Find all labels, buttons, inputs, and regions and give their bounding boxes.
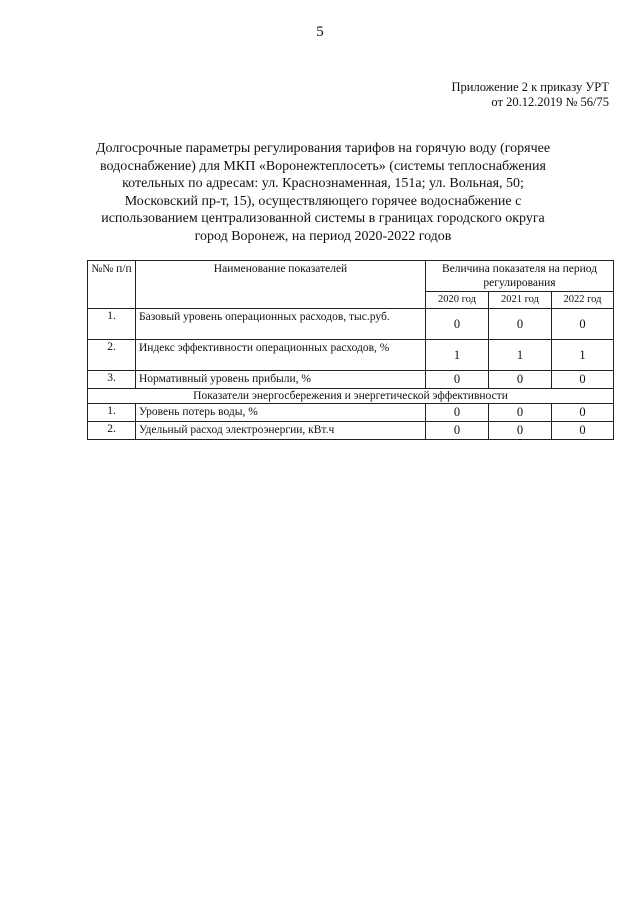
row-value-2021: 0 [489,404,552,422]
table-row [88,309,614,340]
row-value-2020: 0 [426,309,489,340]
header-year-2022: 2022 год [552,292,614,309]
row-value-2022: 0 [552,422,614,440]
table-row [88,371,614,389]
header-value: Величина показателя на период регулирования [426,261,614,292]
row-num: 2. [88,340,136,371]
row-num: 1. [88,309,136,340]
row-value-2020: 0 [426,371,489,389]
row-value-2022: 0 [552,371,614,389]
appendix-reference [452,80,610,110]
table-row [88,404,614,422]
document-title: Долгосрочные параметры регулирования тарифов на горячую воду (горячее водоснабжение) для МКП «Воронежтеплосеть» (системы теплоснабжения котельных по адресам: ул. Краснознаменная, 151а; ул. Вольная, 50; Московский пр-т, 15), осуществляющего горячее водоснабжение с использованием централизованной системы в границах городского округа город Воронеж, на период 2020-2022 годов [95,141,551,244]
table-header-row [88,261,614,292]
row-name: Базовый уровень операционных расходов, тыс.руб. [136,309,426,340]
header-year-2020: 2020 год [426,292,489,309]
appendix-line-1: Приложение 2 к приказу УРТ [451,80,609,94]
row-value-2021: 1 [489,340,552,371]
header-num: №№ п/п [88,261,136,309]
row-name: Нормативный уровень прибыли, % [136,371,426,389]
header-year-2021: 2021 год [489,292,552,309]
row-value-2020: 0 [426,404,489,422]
table-row [88,340,614,371]
row-value-2020: 0 [426,422,489,440]
section-header-row [88,389,614,404]
table-row [88,422,614,440]
parameters-table [87,260,614,440]
row-name: Индекс эффективности операционных расходов, % [136,340,426,371]
row-value-2021: 0 [489,309,552,340]
section-title: Показатели энергосбережения и энергетической эффективности [88,389,614,404]
row-value-2022: 1 [552,340,614,371]
row-value-2021: 0 [489,371,552,389]
row-num: 3. [88,371,136,389]
header-name: Наименование показателей [136,261,426,309]
row-num: 1. [88,404,136,422]
row-name: Удельный расход электроэнергии, кВт.ч [136,422,426,440]
row-value-2022: 0 [552,309,614,340]
appendix-line-2: от 20.12.2019 № 56/75 [491,95,609,109]
row-value-2021: 0 [489,422,552,440]
row-value-2022: 0 [552,404,614,422]
row-name: Уровень потерь воды, % [136,404,426,422]
row-num: 2. [88,422,136,440]
row-value-2020: 1 [426,340,489,371]
page-number: 5 [316,24,324,40]
